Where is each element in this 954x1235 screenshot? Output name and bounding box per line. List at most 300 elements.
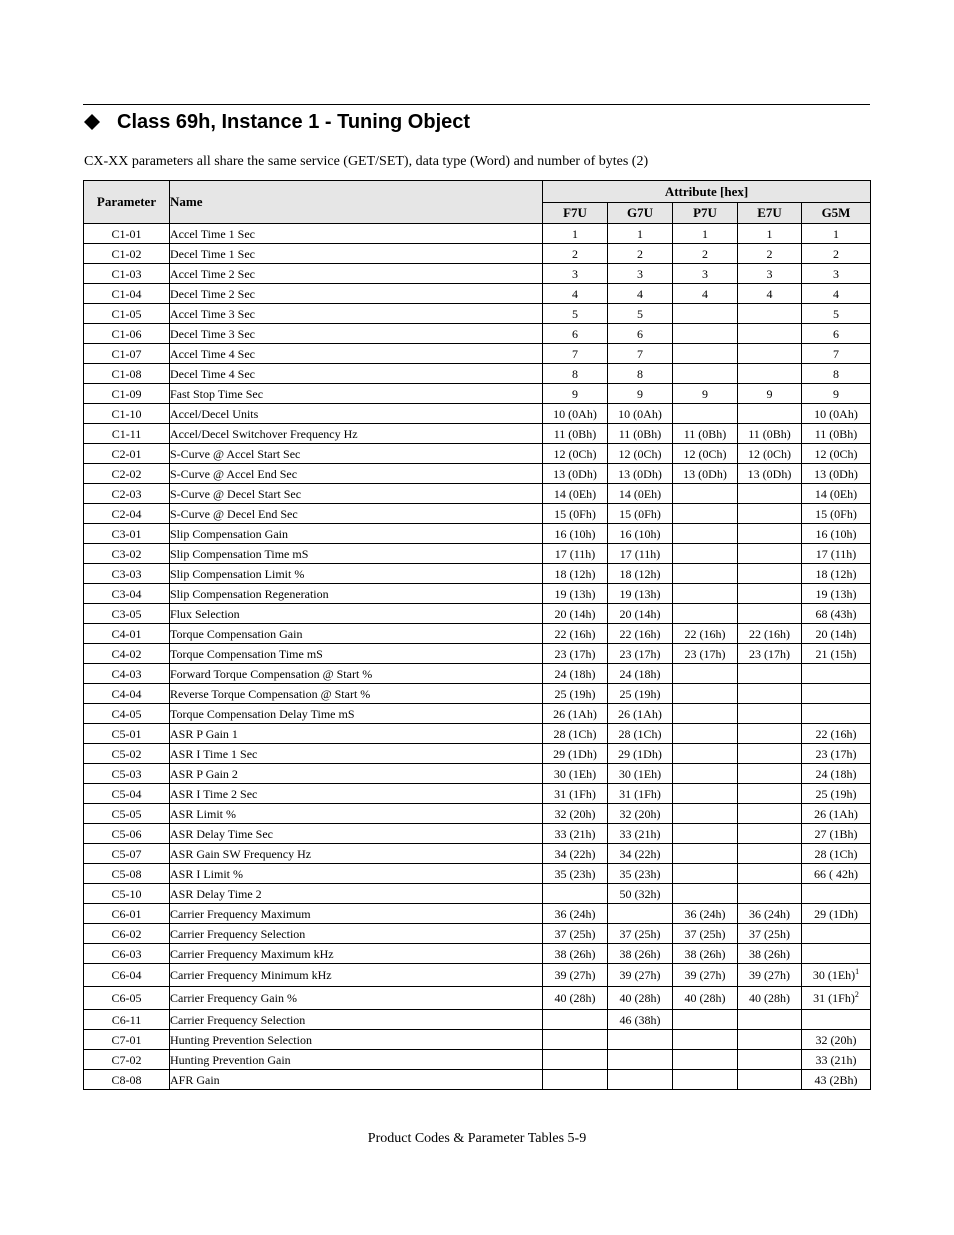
table-row (84, 384, 871, 404)
cell-e7u: 40 (28h) (738, 987, 802, 1010)
cell-p7u (673, 744, 738, 764)
cell-p7u: 22 (16h) (673, 624, 738, 644)
cell-p7u: 40 (28h) (673, 987, 738, 1010)
cell-g5m: 27 (1Bh) (802, 824, 871, 844)
cell-param: C4-05 (84, 704, 170, 724)
cell-g7u: 5 (608, 304, 673, 324)
cell-g7u: 17 (11h) (608, 544, 673, 564)
footnote-marker: 2 (854, 990, 859, 999)
cell-f7u: 12 (0Ch) (543, 444, 608, 464)
cell-g7u: 10 (0Ah) (608, 404, 673, 424)
cell-g5m: 43 (2Bh) (802, 1070, 871, 1090)
cell-e7u: 9 (738, 384, 802, 404)
cell-g5m: 12 (0Ch) (802, 444, 871, 464)
cell-f7u: 39 (27h) (543, 964, 608, 987)
cell-param: C8-08 (84, 1070, 170, 1090)
cell-g7u: 14 (0Eh) (608, 484, 673, 504)
cell-param: C6-03 (84, 944, 170, 964)
cell-p7u (673, 664, 738, 684)
cell-g7u: 50 (32h) (608, 884, 673, 904)
cell-g7u: 22 (16h) (608, 624, 673, 644)
cell-name: Decel Time 1 Sec (170, 244, 543, 264)
cell-g5m: 33 (21h) (802, 1050, 871, 1070)
cell-name: ASR I Time 2 Sec (170, 784, 543, 804)
cell-f7u: 22 (16h) (543, 624, 608, 644)
cell-name: Hunting Prevention Gain (170, 1050, 543, 1070)
cell-e7u (738, 784, 802, 804)
cell-e7u: 4 (738, 284, 802, 304)
cell-f7u: 25 (19h) (543, 684, 608, 704)
table-row (84, 224, 871, 244)
header-model-p7u: P7U (673, 203, 738, 224)
table-header-row (84, 181, 871, 203)
cell-f7u: 16 (10h) (543, 524, 608, 544)
cell-e7u (738, 884, 802, 904)
cell-name: ASR I Limit % (170, 864, 543, 884)
table-row (84, 484, 871, 504)
cell-param: C2-01 (84, 444, 170, 464)
cell-g7u: 34 (22h) (608, 844, 673, 864)
cell-p7u (673, 864, 738, 884)
cell-f7u: 29 (1Dh) (543, 744, 608, 764)
table-row (84, 784, 871, 804)
cell-p7u (673, 484, 738, 504)
cell-f7u: 20 (14h) (543, 604, 608, 624)
cell-param: C3-01 (84, 524, 170, 544)
cell-g7u (608, 1070, 673, 1090)
header-model-g5m: G5M (802, 203, 871, 224)
cell-name: Accel/Decel Units (170, 404, 543, 424)
table-row (84, 244, 871, 264)
cell-g5m: 4 (802, 284, 871, 304)
cell-f7u (543, 884, 608, 904)
cell-name: Accel Time 2 Sec (170, 264, 543, 284)
cell-p7u (673, 1010, 738, 1030)
table-row (84, 464, 871, 484)
cell-name: Slip Compensation Limit % (170, 564, 543, 584)
cell-name: Decel Time 3 Sec (170, 324, 543, 344)
cell-g7u: 2 (608, 244, 673, 264)
cell-param: C5-08 (84, 864, 170, 884)
cell-g7u: 20 (14h) (608, 604, 673, 624)
cell-g7u: 19 (13h) (608, 584, 673, 604)
cell-f7u: 10 (0Ah) (543, 404, 608, 424)
cell-param: C5-07 (84, 844, 170, 864)
table-row (84, 324, 871, 344)
cell-g5m: 8 (802, 364, 871, 384)
cell-g7u: 30 (1Eh) (608, 764, 673, 784)
cell-g7u: 37 (25h) (608, 924, 673, 944)
cell-g5m (802, 964, 871, 987)
cell-param: C1-09 (84, 384, 170, 404)
cell-f7u: 24 (18h) (543, 664, 608, 684)
cell-g5m: 11 (0Bh) (802, 424, 871, 444)
cell-e7u (738, 684, 802, 704)
parameter-table (83, 180, 871, 1090)
cell-name: Torque Compensation Delay Time mS (170, 704, 543, 724)
cell-g5m: 24 (18h) (802, 764, 871, 784)
cell-e7u (738, 704, 802, 724)
cell-g7u: 35 (23h) (608, 864, 673, 884)
cell-g5m: 32 (20h) (802, 1030, 871, 1050)
cell-g7u: 39 (27h) (608, 964, 673, 987)
cell-g7u (608, 1050, 673, 1070)
cell-e7u: 13 (0Dh) (738, 464, 802, 484)
table-row (84, 804, 871, 824)
cell-e7u: 37 (25h) (738, 924, 802, 944)
cell-p7u: 36 (24h) (673, 904, 738, 924)
cell-param: C7-02 (84, 1050, 170, 1070)
cell-p7u (673, 1030, 738, 1050)
cell-param: C5-10 (84, 884, 170, 904)
cell-g7u: 8 (608, 364, 673, 384)
cell-param: C2-03 (84, 484, 170, 504)
cell-param: C4-02 (84, 644, 170, 664)
cell-p7u: 23 (17h) (673, 644, 738, 664)
table-row (84, 1070, 871, 1090)
cell-p7u (673, 844, 738, 864)
cell-p7u (673, 544, 738, 564)
cell-name: Decel Time 4 Sec (170, 364, 543, 384)
cell-g5m (802, 684, 871, 704)
cell-g5m: 21 (15h) (802, 644, 871, 664)
cell-e7u (738, 344, 802, 364)
cell-g7u: 28 (1Ch) (608, 724, 673, 744)
cell-e7u: 11 (0Bh) (738, 424, 802, 444)
cell-name: ASR Limit % (170, 804, 543, 824)
section-title: Class 69h, Instance 1 - Tuning Object (117, 110, 471, 133)
cell-f7u: 28 (1Ch) (543, 724, 608, 744)
cell-g5m: 10 (0Ah) (802, 404, 871, 424)
cell-e7u (738, 604, 802, 624)
table-row (84, 584, 871, 604)
cell-p7u: 9 (673, 384, 738, 404)
intro-paragraph: CX-XX parameters all share the same service (GET/SET), data type (Word) and number of bytes (2) (84, 154, 649, 169)
cell-g7u: 4 (608, 284, 673, 304)
cell-name: Fast Stop Time Sec (170, 384, 543, 404)
cell-e7u (738, 504, 802, 524)
cell-g5m (802, 704, 871, 724)
cell-e7u (738, 1030, 802, 1050)
table-row (84, 704, 871, 724)
cell-p7u: 3 (673, 264, 738, 284)
cell-e7u (738, 544, 802, 564)
cell-p7u (673, 884, 738, 904)
cell-p7u (673, 684, 738, 704)
cell-name: Accel Time 1 Sec (170, 224, 543, 244)
cell-e7u: 39 (27h) (738, 964, 802, 987)
cell-name: Accel/Decel Switchover Frequency Hz (170, 424, 543, 444)
cell-p7u (673, 1050, 738, 1070)
cell-param: C1-05 (84, 304, 170, 324)
cell-name: Carrier Frequency Gain % (170, 987, 543, 1010)
cell-g7u: 16 (10h) (608, 524, 673, 544)
table-row (84, 964, 871, 987)
cell-f7u: 14 (0Eh) (543, 484, 608, 504)
cell-e7u (738, 564, 802, 584)
table-row (84, 564, 871, 584)
cell-f7u: 9 (543, 384, 608, 404)
cell-param: C5-04 (84, 784, 170, 804)
cell-value: 30 (1Eh) (812, 968, 856, 982)
cell-f7u: 33 (21h) (543, 824, 608, 844)
cell-e7u (738, 804, 802, 824)
cell-name: Decel Time 2 Sec (170, 284, 543, 304)
cell-f7u: 38 (26h) (543, 944, 608, 964)
cell-e7u (738, 724, 802, 744)
table-row (84, 364, 871, 384)
cell-param: C3-02 (84, 544, 170, 564)
cell-name: Carrier Frequency Maximum kHz (170, 944, 543, 964)
cell-g7u: 33 (21h) (608, 824, 673, 844)
cell-f7u: 4 (543, 284, 608, 304)
cell-g7u: 11 (0Bh) (608, 424, 673, 444)
cell-e7u: 12 (0Ch) (738, 444, 802, 464)
cell-g5m: 29 (1Dh) (802, 904, 871, 924)
cell-f7u (543, 1050, 608, 1070)
cell-param: C1-10 (84, 404, 170, 424)
cell-name: Carrier Frequency Minimum kHz (170, 964, 543, 987)
cell-param: C4-04 (84, 684, 170, 704)
table-row (84, 744, 871, 764)
cell-e7u (738, 1070, 802, 1090)
cell-f7u: 5 (543, 304, 608, 324)
cell-p7u: 11 (0Bh) (673, 424, 738, 444)
cell-p7u (673, 824, 738, 844)
table-row (84, 944, 871, 964)
cell-e7u (738, 324, 802, 344)
cell-g7u: 9 (608, 384, 673, 404)
cell-p7u (673, 304, 738, 324)
cell-g7u: 38 (26h) (608, 944, 673, 964)
table-row (84, 724, 871, 744)
cell-value: 31 (1Fh) (813, 991, 855, 1005)
cell-g5m (802, 944, 871, 964)
cell-p7u: 1 (673, 224, 738, 244)
cell-e7u (738, 524, 802, 544)
header-parameter: Parameter (84, 181, 170, 224)
header-attribute: Attribute [hex] (543, 181, 871, 203)
cell-e7u: 38 (26h) (738, 944, 802, 964)
table-row (84, 444, 871, 464)
header-rule (83, 104, 870, 105)
cell-g5m: 26 (1Ah) (802, 804, 871, 824)
cell-g5m: 15 (0Fh) (802, 504, 871, 524)
cell-name: Slip Compensation Gain (170, 524, 543, 544)
cell-e7u (738, 1010, 802, 1030)
cell-p7u (673, 1070, 738, 1090)
cell-name: S-Curve @ Accel Start Sec (170, 444, 543, 464)
cell-g7u: 12 (0Ch) (608, 444, 673, 464)
cell-name: Torque Compensation Gain (170, 624, 543, 644)
cell-f7u: 2 (543, 244, 608, 264)
cell-param: C6-01 (84, 904, 170, 924)
cell-g7u: 15 (0Fh) (608, 504, 673, 524)
cell-g7u: 26 (1Ah) (608, 704, 673, 724)
table-row (84, 1010, 871, 1030)
cell-name: S-Curve @ Accel End Sec (170, 464, 543, 484)
table-row (84, 1050, 871, 1070)
cell-f7u: 36 (24h) (543, 904, 608, 924)
cell-p7u (673, 564, 738, 584)
cell-g7u: 40 (28h) (608, 987, 673, 1010)
cell-f7u: 11 (0Bh) (543, 424, 608, 444)
cell-g5m: 68 (43h) (802, 604, 871, 624)
table-row (84, 644, 871, 664)
table-row (84, 624, 871, 644)
cell-p7u (673, 704, 738, 724)
cell-name: Reverse Torque Compensation @ Start % (170, 684, 543, 704)
cell-f7u (543, 1010, 608, 1030)
cell-param: C1-08 (84, 364, 170, 384)
table-row (84, 684, 871, 704)
cell-f7u: 32 (20h) (543, 804, 608, 824)
cell-g5m: 9 (802, 384, 871, 404)
cell-g5m (802, 1010, 871, 1030)
cell-e7u (738, 744, 802, 764)
cell-name: AFR Gain (170, 1070, 543, 1090)
section-heading (84, 110, 470, 134)
table-row (84, 524, 871, 544)
cell-name: Accel Time 4 Sec (170, 344, 543, 364)
cell-p7u (673, 344, 738, 364)
cell-g5m: 17 (11h) (802, 544, 871, 564)
cell-g7u: 13 (0Dh) (608, 464, 673, 484)
cell-name: ASR Gain SW Frequency Hz (170, 844, 543, 864)
cell-f7u: 26 (1Ah) (543, 704, 608, 724)
cell-g5m: 7 (802, 344, 871, 364)
cell-p7u (673, 504, 738, 524)
cell-name: S-Curve @ Decel Start Sec (170, 484, 543, 504)
cell-param: C1-07 (84, 344, 170, 364)
cell-param: C4-01 (84, 624, 170, 644)
table-row (84, 304, 871, 324)
cell-p7u (673, 404, 738, 424)
table-row (84, 987, 871, 1010)
cell-g5m (802, 884, 871, 904)
cell-f7u: 6 (543, 324, 608, 344)
cell-p7u: 4 (673, 284, 738, 304)
cell-e7u (738, 404, 802, 424)
cell-f7u: 3 (543, 264, 608, 284)
cell-g5m: 18 (12h) (802, 564, 871, 584)
cell-g5m: 6 (802, 324, 871, 344)
cell-param: C5-05 (84, 804, 170, 824)
table-row (84, 764, 871, 784)
table-row (84, 344, 871, 364)
cell-p7u: 2 (673, 244, 738, 264)
cell-e7u: 3 (738, 264, 802, 284)
cell-f7u: 13 (0Dh) (543, 464, 608, 484)
cell-param: C4-03 (84, 664, 170, 684)
cell-f7u: 37 (25h) (543, 924, 608, 944)
cell-param: C6-04 (84, 964, 170, 987)
cell-g5m (802, 987, 871, 1010)
cell-param: C3-04 (84, 584, 170, 604)
cell-p7u (673, 784, 738, 804)
table-row (84, 424, 871, 444)
table-row (84, 544, 871, 564)
table-row (84, 844, 871, 864)
cell-param: C5-03 (84, 764, 170, 784)
cell-p7u: 38 (26h) (673, 944, 738, 964)
cell-param: C1-02 (84, 244, 170, 264)
cell-name: Carrier Frequency Selection (170, 924, 543, 944)
cell-g7u: 24 (18h) (608, 664, 673, 684)
cell-g7u: 6 (608, 324, 673, 344)
cell-name: ASR Delay Time Sec (170, 824, 543, 844)
cell-g5m: 19 (13h) (802, 584, 871, 604)
table-row (84, 924, 871, 944)
cell-p7u: 12 (0Ch) (673, 444, 738, 464)
cell-f7u: 18 (12h) (543, 564, 608, 584)
cell-param: C5-01 (84, 724, 170, 744)
cell-f7u: 35 (23h) (543, 864, 608, 884)
table-row (84, 824, 871, 844)
cell-name: Forward Torque Compensation @ Start % (170, 664, 543, 684)
cell-f7u: 40 (28h) (543, 987, 608, 1010)
cell-g5m: 28 (1Ch) (802, 844, 871, 864)
cell-g5m: 66 ( 42h) (802, 864, 871, 884)
cell-param: C6-02 (84, 924, 170, 944)
cell-name: Carrier Frequency Selection (170, 1010, 543, 1030)
cell-g7u: 18 (12h) (608, 564, 673, 584)
cell-name: Torque Compensation Time mS (170, 644, 543, 664)
cell-g5m (802, 924, 871, 944)
cell-param: C1-03 (84, 264, 170, 284)
cell-param: C7-01 (84, 1030, 170, 1050)
cell-g5m (802, 664, 871, 684)
cell-g7u: 31 (1Fh) (608, 784, 673, 804)
cell-param: C3-05 (84, 604, 170, 624)
cell-f7u: 34 (22h) (543, 844, 608, 864)
cell-f7u: 15 (0Fh) (543, 504, 608, 524)
table-row (84, 664, 871, 684)
cell-f7u (543, 1030, 608, 1050)
cell-g5m: 25 (19h) (802, 784, 871, 804)
cell-g7u: 32 (20h) (608, 804, 673, 824)
cell-p7u (673, 524, 738, 544)
cell-f7u (543, 1070, 608, 1090)
cell-g5m: 5 (802, 304, 871, 324)
cell-e7u (738, 484, 802, 504)
cell-g5m: 14 (0Eh) (802, 484, 871, 504)
cell-e7u (738, 584, 802, 604)
cell-g7u: 46 (38h) (608, 1010, 673, 1030)
cell-p7u (673, 764, 738, 784)
cell-name: ASR I Time 1 Sec (170, 744, 543, 764)
cell-e7u (738, 764, 802, 784)
cell-g7u (608, 1030, 673, 1050)
page-footer: Product Codes & Parameter Tables 5-9 (367, 1131, 587, 1146)
cell-name: Flux Selection (170, 604, 543, 624)
cell-p7u (673, 604, 738, 624)
cell-name: Accel Time 3 Sec (170, 304, 543, 324)
cell-p7u (673, 584, 738, 604)
cell-g7u: 7 (608, 344, 673, 364)
table-row (84, 904, 871, 924)
header-name: Name (170, 181, 543, 224)
cell-e7u (738, 844, 802, 864)
cell-name: S-Curve @ Decel End Sec (170, 504, 543, 524)
cell-f7u: 17 (11h) (543, 544, 608, 564)
cell-g5m: 16 (10h) (802, 524, 871, 544)
cell-e7u: 2 (738, 244, 802, 264)
header-model-e7u: E7U (738, 203, 802, 224)
cell-param: C5-02 (84, 744, 170, 764)
cell-p7u (673, 324, 738, 344)
cell-f7u: 19 (13h) (543, 584, 608, 604)
